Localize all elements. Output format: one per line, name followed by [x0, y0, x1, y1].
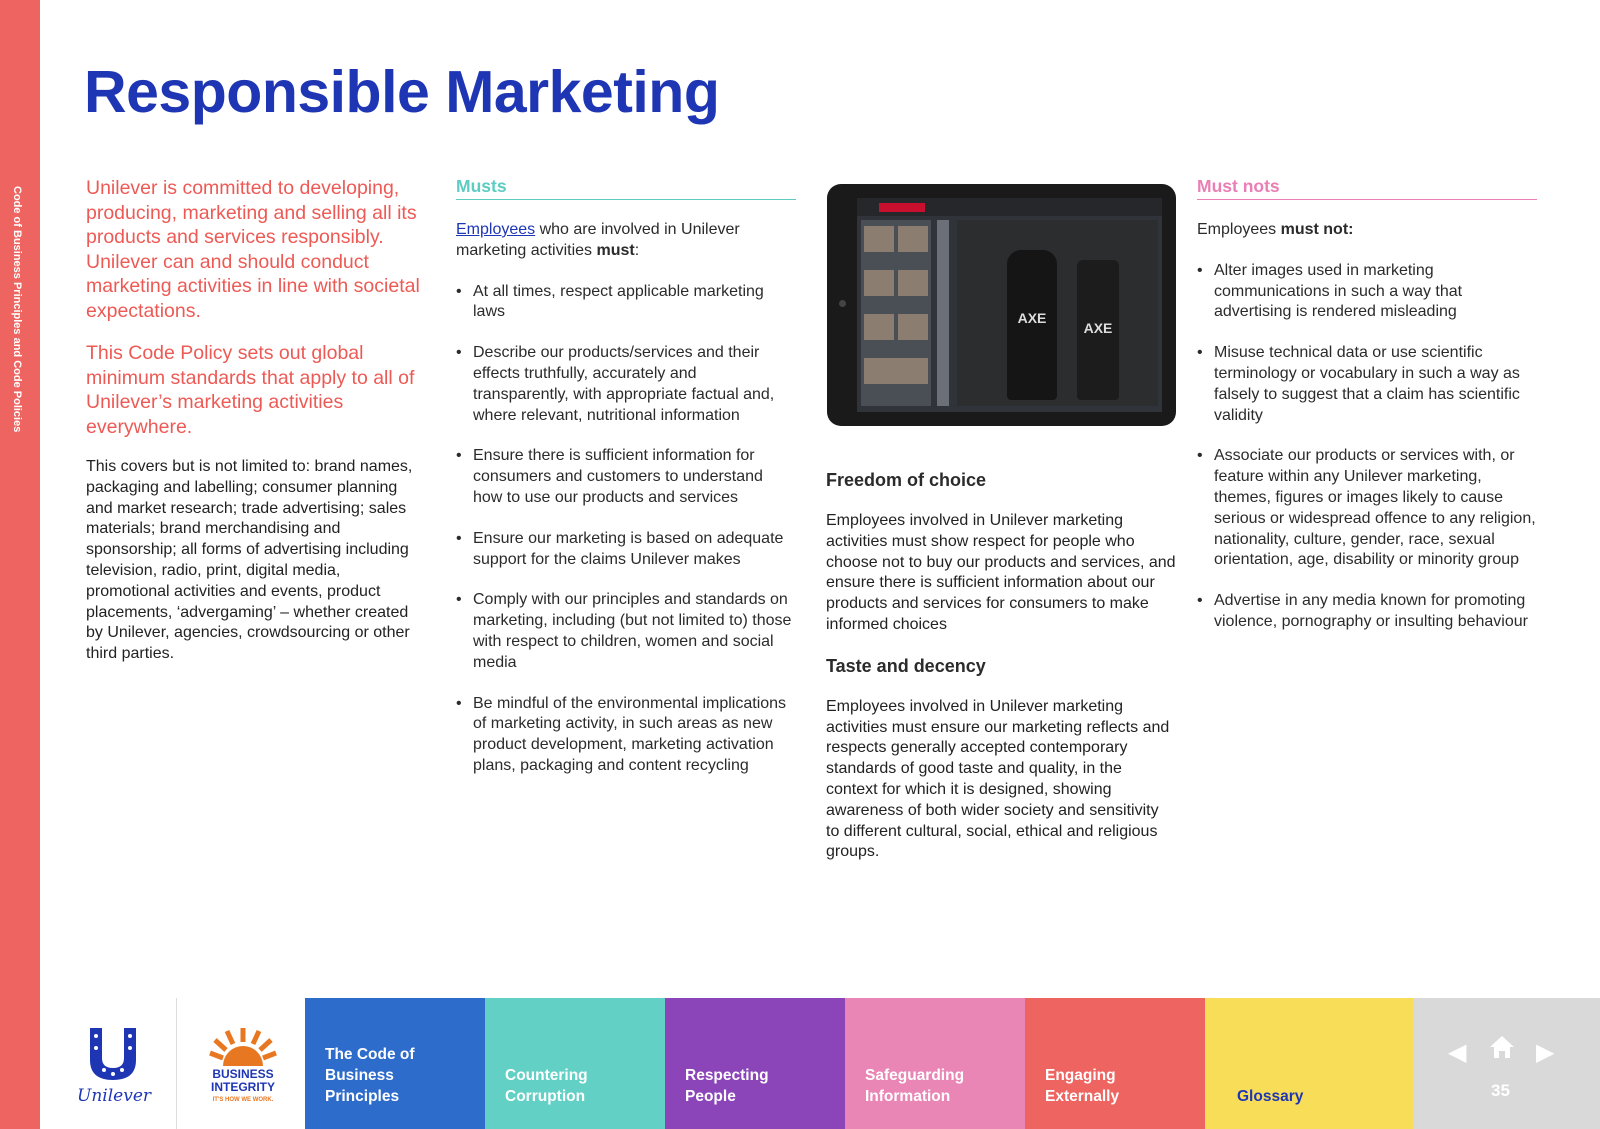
list-item: • Ensure our marketing is based on adequate support for the claims Unilever makes	[456, 529, 796, 571]
list-item: • Be mindful of the environmental implications of marketing activity, in such areas as new product development, marketing activation plans, packaging and content recycling	[456, 694, 796, 777]
home-icon[interactable]	[1489, 1034, 1515, 1060]
participant-thumbnail	[864, 358, 928, 384]
list-item: • Advertise in any media known for promoting violence, pornography or insulting behaviour	[1197, 591, 1537, 633]
mustnots-lead: Employees must not:	[1197, 221, 1354, 238]
nav-code-of-business-principles[interactable]: The Code of Business Principles	[305, 998, 485, 1129]
freedom-text: Employees involved in Unilever marketing activities must show respect for people who choose not to buy our products and services, and ensure there is sufficient information about our products and services for consumers to make informed choices	[826, 512, 1176, 633]
page-controls	[1413, 998, 1600, 1129]
musts-lead-text: who are involved in Unilever marketing activities	[456, 221, 740, 259]
nav-countering-corruption[interactable]: Countering Corruption	[485, 998, 665, 1129]
business-integrity-logo[interactable]	[177, 998, 313, 1129]
video-participants-panel	[861, 220, 931, 406]
list-item: • Comply with our principles and standards on marketing, including (but not limited to) those with respect to children, women and social media	[456, 590, 796, 673]
employees-link[interactable]: Employees	[456, 221, 536, 238]
freedom-taste-column	[826, 470, 1176, 863]
record-indicator	[879, 203, 925, 212]
list-item: • Ensure there is sufficient information for consumers and customers to understand how to use our products and services	[456, 446, 796, 508]
mustnots-lead-bold: must not:	[1280, 221, 1354, 238]
deodorant-spray: AXE	[1077, 260, 1119, 400]
nav-engaging-externally[interactable]: Engaging Externally	[1025, 998, 1205, 1129]
mustnots-column	[1197, 176, 1537, 653]
nav-glossary[interactable]: Glossary	[1205, 998, 1413, 1129]
unilever-u-icon	[84, 1026, 142, 1082]
left-arrow-icon[interactable]: ◀	[1448, 1039, 1467, 1066]
list-item: • Describe our products/services and their effects truthfully, accurately and transparently, with appropriate factual and, where relevant, nutritional information	[456, 343, 796, 426]
participant-thumbnail	[898, 314, 928, 340]
participant-thumbnail	[898, 226, 928, 252]
musts-column	[456, 176, 796, 797]
musts-lead-end: :	[634, 241, 640, 259]
annotation-toolbar	[937, 220, 949, 406]
musts-lead	[456, 220, 796, 262]
bi-line-2: INTEGRITY	[210, 1080, 275, 1094]
participant-thumbnail	[864, 314, 894, 340]
mustnots-list	[1197, 261, 1537, 633]
footer-nav	[40, 998, 1600, 1129]
list-item: • Alter images used in marketing communications in such a way that advertising is rendered misleading	[1197, 261, 1537, 323]
list-item: • At all times, respect applicable marketing laws	[456, 282, 796, 324]
freedom-heading: Freedom of choice	[826, 470, 987, 490]
sun-icon	[207, 1026, 279, 1066]
unilever-wordmark: Unilever	[77, 1086, 152, 1106]
intro-column	[86, 176, 426, 665]
scope-paragraph: This covers but is not limited to: brand names, packaging and labelling; consumer planning and market research; trade advertising; sales materials; brand merchandising and sponsorship; all forms of advertising including television, radio, print, digital media, promotional activities and events, product placements, ‘advergaming’ – whether created by Unilever, agencies, crowdsourcing or other third parties.	[86, 458, 413, 663]
intro-paragraph-1: Unilever is committed to developing, producing, marketing and selling all its products and services responsibly. Unilever can and should conduct marketing activities in line with societal expectations.	[86, 177, 420, 322]
left-sidebar	[0, 0, 40, 1129]
list-item: • Misuse technical data or use scientific terminology or vocabulary in such a way as falsely to suggest that a claim has scientific validity	[1197, 343, 1537, 426]
right-arrow-icon[interactable]: ▶	[1536, 1039, 1555, 1066]
musts-lead-bold: must	[596, 241, 635, 259]
deodorant-stick: AXE	[1007, 250, 1057, 400]
unilever-logo[interactable]	[40, 998, 177, 1129]
tablet-camera	[839, 300, 846, 307]
tablet-image	[827, 184, 1176, 426]
participant-thumbnail	[864, 226, 894, 252]
mustnots-heading: Must nots	[1197, 176, 1537, 200]
page-number: 35	[1491, 1081, 1510, 1100]
page-title: Responsible Marketing	[84, 59, 720, 125]
musts-list	[456, 282, 796, 777]
product-image	[957, 220, 1158, 406]
sidebar-label: Code of Business Principles and Code Policies	[11, 186, 23, 433]
intro-paragraph-2: This Code Policy sets out global minimum standards that apply to all of Unilever’s marketing activities everywhere.	[86, 342, 415, 438]
bi-tagline: IT'S HOW WE WORK.	[212, 1097, 274, 1103]
tablet-screen	[857, 198, 1162, 412]
list-item: • Associate our products or services with, or feature within any Unilever marketing, themes, figures or images likely to cause serious or widespread offence to any religion, nationality, culture, gender, race, sexual orientation, age, disability or minority group	[1197, 446, 1537, 571]
participant-thumbnail	[898, 270, 928, 296]
taste-text: Employees involved in Unilever marketing activities must ensure our marketing reflects and respects generally accepted contemporary standards of good taste and quality, in the context for which it is designed, showing awareness of both wider society and sensitivity to different cultural, social, ethical and religious groups.	[826, 697, 1170, 861]
nav-safeguarding-information[interactable]: Safeguarding Information	[845, 998, 1025, 1129]
taste-heading: Taste and decency	[826, 655, 986, 676]
musts-heading: Musts	[456, 176, 796, 200]
bi-line-1: BUSINESS	[212, 1067, 274, 1081]
participant-thumbnail	[864, 270, 894, 296]
nav-respecting-people[interactable]: Respecting People	[665, 998, 845, 1129]
